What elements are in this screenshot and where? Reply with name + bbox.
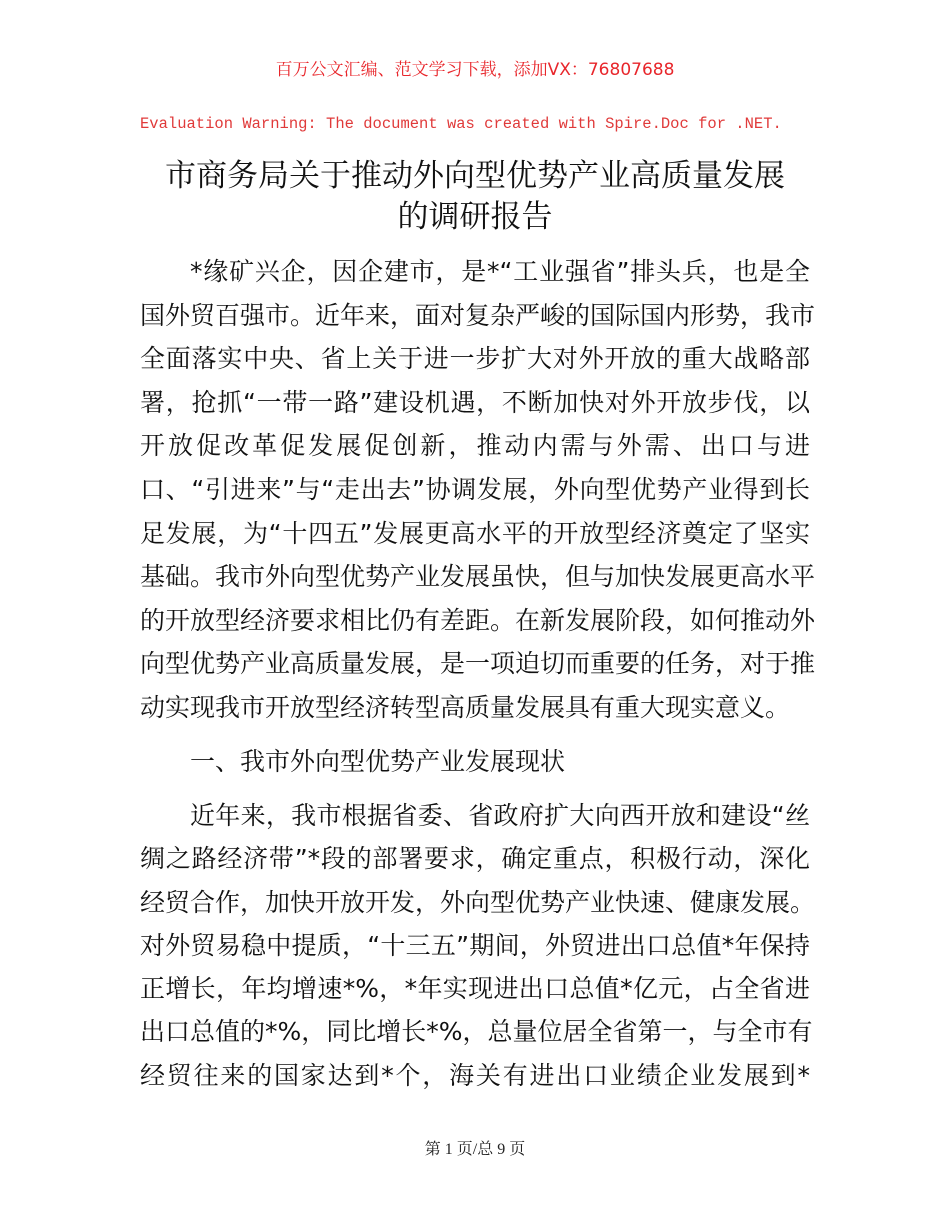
paragraph-status <box>140 794 816 1097</box>
text-line: 开放促改革促发展促创新，推动内需与外需、出口与进 <box>140 431 810 461</box>
text-line: 向型优势产业高质量发展，是一项迫切而重要的任务，对于推 <box>140 649 816 679</box>
text-line: 近年来，我市根据省委、省政府扩大向西开放和建设“丝 <box>190 801 810 830</box>
text-line: 国外贸百强市。近年来，面对复杂严峻的国际国内形势，我市 <box>140 300 816 330</box>
section-heading: 一、我市外向型优势产业发展现状 <box>190 747 566 776</box>
title-line: 市商务局关于推动外向型优势产业高质量发展 <box>165 158 785 194</box>
text-line: 的开放型经济要求相比仍有差距。在新发展阶段，如何推动外 <box>140 605 816 635</box>
text-line: *缘矿兴企，因企建市，是*“工业强省”排头兵，也是全 <box>190 257 810 286</box>
paragraph-intro <box>140 250 816 730</box>
text-line: 口、“引进来”与“走出去”协调发展，外向型优势产业得到长 <box>140 474 810 504</box>
promo-banner: 百万公文汇编、范文学习下载，添加VX：76807688 <box>275 60 675 80</box>
text-line: 动实现我市开放型经济转型高质量发展具有重大现实意义。 <box>140 692 791 722</box>
text-line: 基础。我市外向型优势产业发展虽快，但与加快发展更高水平 <box>140 562 816 592</box>
document-title <box>100 156 850 238</box>
text-line: 署，抢抓“一带一路”建设机遇，不断加快对外开放步伐，以 <box>140 387 810 417</box>
text-line: 对外贸易稳中提质，“十三五”期间，外贸进出口总值*年保持 <box>140 930 810 960</box>
text-line: 全面落实中央、省上关于进一步扩大对外开放的重大战略部 <box>140 344 810 374</box>
text-line: 经贸合作，加快开放开发，外向型优势产业快速、健康发展。 <box>140 887 816 917</box>
text-line: 经贸往来的国家达到*个，海关有进出口业绩企业发展到* <box>140 1060 810 1090</box>
title-line: 的调研报告 <box>397 199 553 235</box>
text-line: 正增长，年均增速*%，*年实现进出口总值*亿元，占全省进 <box>140 974 810 1004</box>
text-line: 足发展，为“十四五”发展更高水平的开放型经济奠定了坚实 <box>140 518 810 548</box>
text-line: 出口总值的*%，同比增长*%，总量位居全省第一，与全市有 <box>140 1017 813 1047</box>
text-line: 绸之路经济带”*段的部署要求，确定重点，积极行动，深化 <box>140 844 810 874</box>
evaluation-warning: Evaluation Warning: The document was created with Spire.Doc for .NET. <box>140 115 782 133</box>
page-indicator: 第 1 页/总 9 页 <box>424 1141 526 1158</box>
